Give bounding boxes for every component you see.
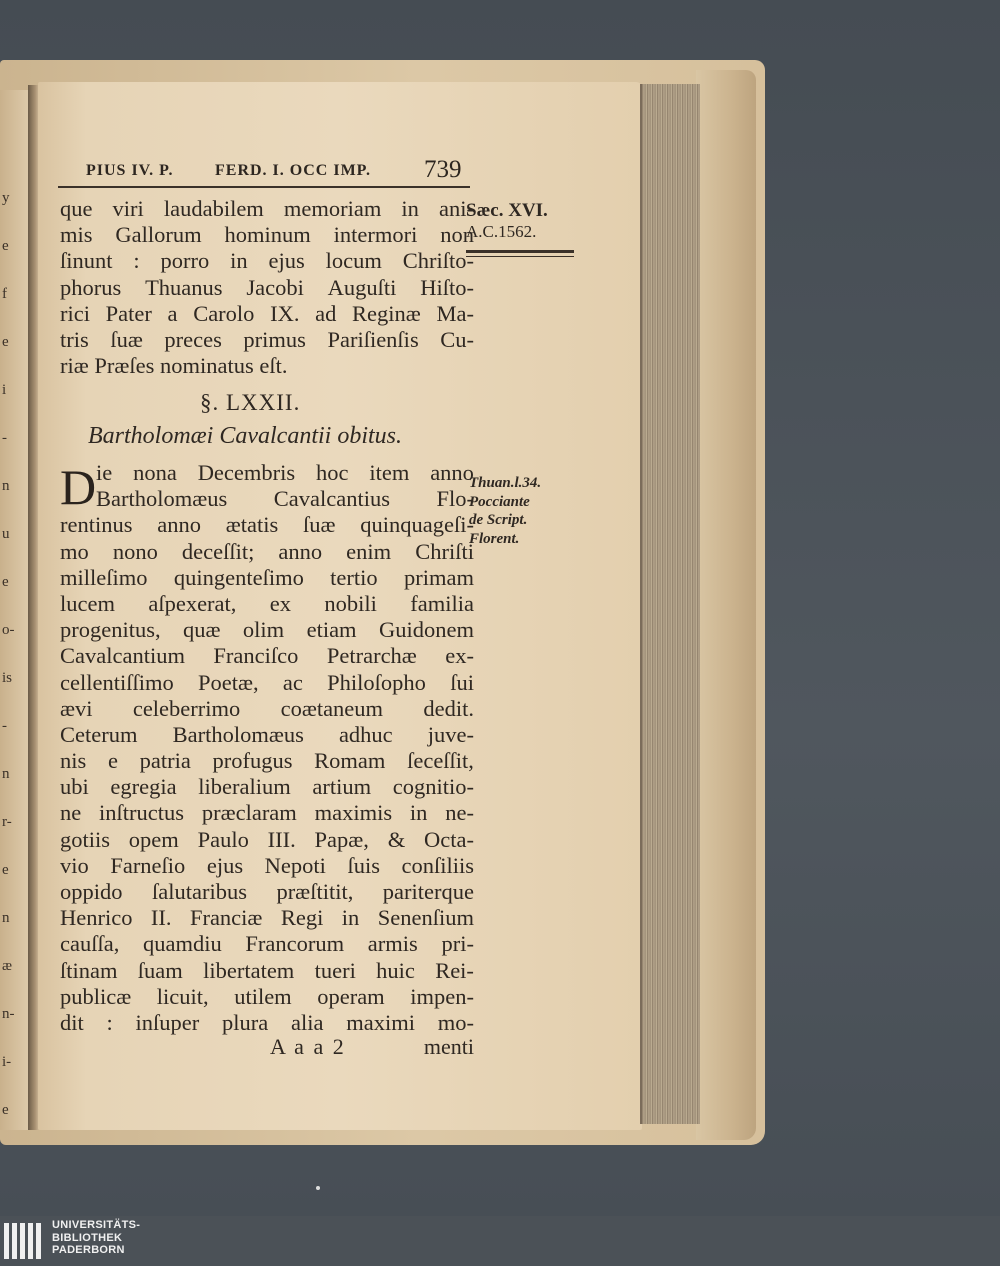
text-line: que viri laudabilem memoriam in ani- <box>60 196 474 221</box>
left-page-fragment: y <box>2 190 10 206</box>
left-page-fragment: e <box>2 574 9 590</box>
section-number: §. LXXII. <box>200 390 301 415</box>
text-line: rentinus anno ætatis ſuæ quinquageſi- <box>60 512 474 538</box>
text-line: vio Farneſio ejus Nepoti ſuis conſiliis <box>60 852 474 878</box>
margin-citation <box>469 474 541 548</box>
page-number: 739 <box>424 156 462 183</box>
text-line: riæ Præſes nominatus eſt. <box>60 353 288 379</box>
text-line: ie nona Decembris hoc item anno <box>96 460 474 485</box>
margin-year: A.C.1562. <box>466 222 537 241</box>
header-rule <box>58 186 470 188</box>
margin-citation-line: Thuan.l.34. <box>469 475 542 491</box>
text-line: ubi egregia liberalium artium cognitio- <box>60 774 474 800</box>
left-page-fragment: e <box>2 862 9 878</box>
text-line: Henrico II. Franciæ Regi in Senenſium <box>60 905 474 931</box>
paragraph-one <box>60 196 474 379</box>
left-page-fragment: i- <box>2 1054 12 1070</box>
text-line: Ceterum Bartholomæus adhuc juve- <box>60 721 474 747</box>
page-edges <box>640 84 700 1124</box>
text-line: Cavalcantium Franciſco Petrarchæ ex- <box>60 643 474 669</box>
cover-edge <box>696 70 756 1140</box>
left-page-fragment: o- <box>2 622 15 638</box>
margin-rule <box>466 250 574 253</box>
left-page-fragment: n <box>2 910 10 926</box>
text-line: nis e patria profugus Romam ſeceſſit, <box>60 748 474 774</box>
margin-rule-thin <box>466 256 574 257</box>
left-page-fragment: e <box>2 238 9 254</box>
margin-citation-line: Florent. <box>469 530 520 547</box>
catchword: menti <box>423 1034 474 1059</box>
left-page-fragment: e <box>2 1102 9 1118</box>
text-line: ævi celeberrimo coætaneum dedit. <box>60 695 474 721</box>
text-line: Bartholomæus Cavalcantius Flo- <box>96 486 474 512</box>
left-page-fragment: n- <box>2 1006 15 1022</box>
drop-cap: D <box>60 459 97 515</box>
text-line: cellentiſſimo Poetæ, ac Philoſopho ſui <box>60 669 474 695</box>
page-footer <box>60 1034 474 1062</box>
library-footer-bar <box>0 1216 1000 1266</box>
text-line: rici Pater a Carolo IX. ad Reginæ Ma- <box>60 300 474 326</box>
header-pope: PIUS IV. P. <box>86 162 174 179</box>
left-page-fragment: i <box>2 382 7 398</box>
library-logo-text <box>52 1219 140 1257</box>
text-line: ſinunt : porro in ejus locum Chriſto- <box>60 248 474 274</box>
left-page-fragment: n <box>2 478 10 494</box>
section-title: Bartholomæi Cavalcantii obitus. <box>88 423 403 449</box>
text-line: cauſſa, quamdiu Francorum armis pri- <box>60 931 474 957</box>
text-line: gotiis opem Paulo III. Papæ, & Octa- <box>60 826 474 852</box>
paragraph-two <box>60 460 474 1036</box>
margin-citation-line: Pocciante <box>469 493 530 510</box>
left-page-fragment: e <box>2 334 9 350</box>
library-logo-line: PADERBORN <box>52 1244 125 1256</box>
left-page-fragment: r- <box>2 814 12 830</box>
left-page-fragment: f <box>2 286 7 302</box>
text-line: milleſimo quingenteſimo tertio primam <box>60 564 474 590</box>
text-line: ſtinam ſuam libertatem tueri huic Rei- <box>60 957 474 983</box>
left-page-fragment: æ <box>2 958 13 974</box>
left-page-fragment: - <box>2 718 7 734</box>
text-line: oppido ſalutaribus præſtitit, pariterque <box>60 879 474 904</box>
library-logo-icon <box>2 1219 46 1263</box>
left-page-fragment: u <box>2 526 10 542</box>
text-line: mis Gallorum hominum intermori non <box>60 222 474 248</box>
text-line: ne inſtructus præclaram maximis in ne- <box>60 800 474 826</box>
text-line: mo nono deceſſit; anno enim Chriſti <box>60 538 474 564</box>
header-emperor: FERD. I. OCC IMP. <box>215 162 371 179</box>
library-logo-line: BIBLIOTHEK <box>52 1231 123 1244</box>
left-page-fragment: n <box>2 766 10 782</box>
text-line: phorus Thuanus Jacobi Auguſti Hiſto- <box>60 274 474 300</box>
dust-speck <box>316 1186 320 1190</box>
margin-century: Sæc. XVI. <box>466 200 548 221</box>
text-line: lucem aſpexerat, ex nobili familia <box>60 590 474 616</box>
left-page-fragment: - <box>2 430 7 446</box>
margin-date-note <box>466 200 576 242</box>
signature-mark: A a a 2 <box>270 1034 346 1059</box>
text-line: dit : inſuper plura alia maximi mo- <box>60 1009 474 1035</box>
text-line: progenitus, quæ olim etiam Guidonem <box>60 617 474 643</box>
text-line: publicæ licuit, utilem operam impen- <box>60 983 474 1009</box>
library-logo-line: UNIVERSITÄTS- <box>52 1219 141 1231</box>
left-page-fragment: is <box>2 670 13 686</box>
running-header <box>86 156 476 186</box>
margin-citation-line: de Script. <box>469 512 528 528</box>
text-line: tris ſuæ preces primus Pariſienſis Cu- <box>60 326 474 352</box>
